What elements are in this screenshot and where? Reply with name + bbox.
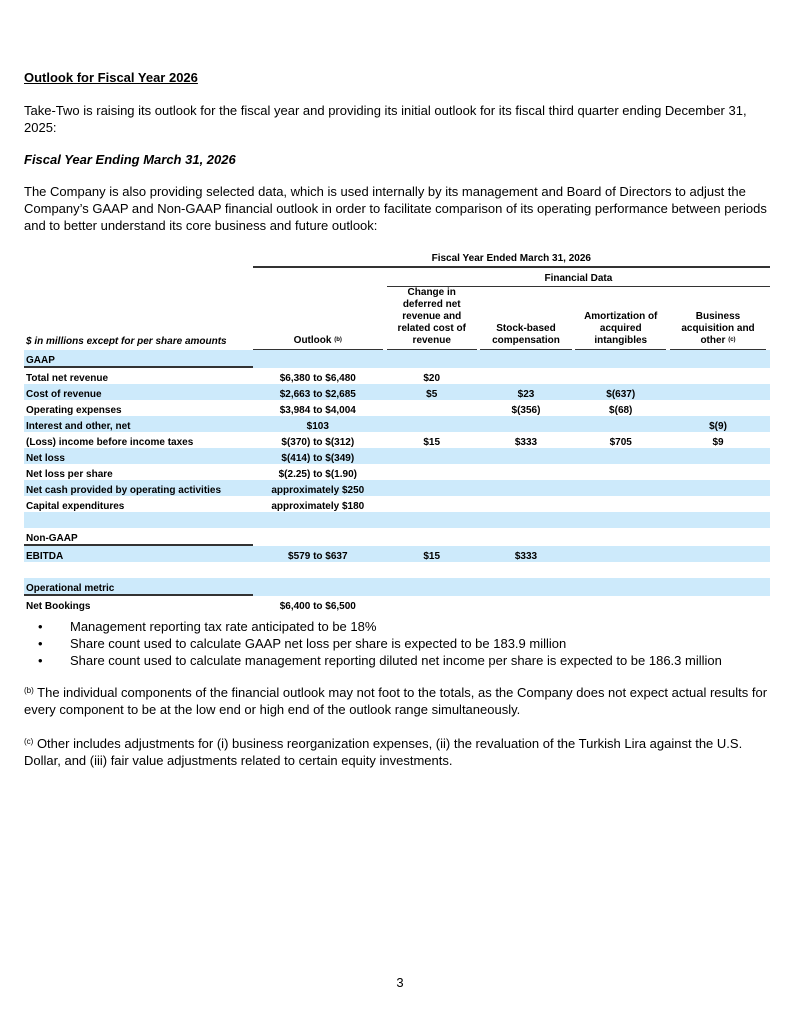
footnote-c: $^{(c)}$ Other includes adjustments for (i) business reorganization expenses, (ii) the revaluation of the Turkish Lira against the U.S. Dollar, and (iii) fair value adjustments related to certain equity investments.	[24, 736, 743, 768]
list-item: • Share count used to calculate GAAP net loss per share is expected to be 183.9 million	[38, 636, 567, 651]
section-gaap: GAAP	[24, 350, 770, 368]
page-number: 3	[396, 975, 404, 990]
list-item: • Share count used to calculate management reporting diluted net income per share is expected to be 186.3 million	[38, 653, 722, 668]
table-row: Operating expenses $3,984 to $4,004 $(356) $(68)	[26, 405, 633, 416]
spacer-row	[24, 512, 770, 528]
outlook-bullet-list	[24, 618, 722, 669]
table-row: Net loss per share $(2.25) to $(1.90)	[26, 469, 357, 480]
spacer-row	[24, 562, 770, 578]
section-non-gaap: Non-GAAP	[24, 528, 770, 546]
table-row: Cost of revenue $2,663 to $2,685 $5 $23 $(637)	[24, 384, 770, 400]
group-header-row	[24, 268, 770, 287]
col-deferred-revenue: Change in deferred net revenue and related cost of revenue	[387, 287, 477, 350]
section-operational-metric: Operational metric	[24, 578, 770, 596]
table-row: Total net revenue $6,380 to $6,480 $20	[26, 373, 441, 384]
table-row: (Loss) income before income taxes $(370) to $(312) $15 $333 $705 $9	[26, 437, 724, 448]
col-outlook: Outlook $^{(b)}$	[253, 287, 383, 350]
table-row: Capital expenditures approximately $180	[26, 501, 365, 512]
footnote-b: $^{(b)}$ The individual components of the financial outlook may not foot to the totals, as the Company does not expect actual results for every component to be at the low end or high end of the outlook range simultaneously.	[24, 685, 768, 717]
list-item: • Management reporting tax rate anticipated to be 18%	[38, 619, 377, 634]
bullet-icon: •	[38, 619, 43, 634]
table-row: Net cash provided by operating activities approximately $250	[24, 480, 770, 496]
table-row: EBITDA $579 to $637 $15 $333	[24, 546, 770, 562]
intro-paragraph: Take-Two is raising its outlook for the fiscal year and providing its initial outlook for its fiscal third quarter ending December 31, 2025:	[24, 103, 747, 135]
bullet-icon: •	[38, 653, 43, 668]
column-header-row	[24, 287, 770, 350]
units-label: $ in millions except for per share amounts	[26, 336, 227, 347]
col-stock-comp: Stock-based compensation	[480, 287, 571, 350]
col-amortization: Amortization of acquired intangibles	[575, 287, 666, 350]
table-row: Net Bookings $6,400 to $6,500	[26, 601, 356, 612]
super-header-row	[24, 248, 770, 268]
bullet-icon: •	[38, 636, 43, 651]
super-header: Fiscal Year Ended March 31, 2026	[253, 248, 770, 268]
group-header: Financial Data	[387, 268, 770, 287]
fiscal-year-subheading: Fiscal Year Ending March 31, 2026	[24, 152, 236, 167]
table-row: Net loss $(414) to $(349)	[24, 448, 770, 464]
financial-outlook-table	[24, 248, 770, 612]
section-heading: Outlook for Fiscal Year 2026	[24, 70, 198, 85]
table-row: Interest and other, net $103 $(9)	[24, 416, 770, 432]
col-business-acquisition: Business acquisition and other $^{(c)}$	[670, 287, 766, 350]
description-paragraph: The Company is also providing selected data, which is used internally by its management and Board of Directors to adjust the Company’s GAAP and Non-GAAP financial outlook in order to facilitate comparison of its operating performance between periods and to better understand its core business and future outlook:	[24, 184, 767, 233]
